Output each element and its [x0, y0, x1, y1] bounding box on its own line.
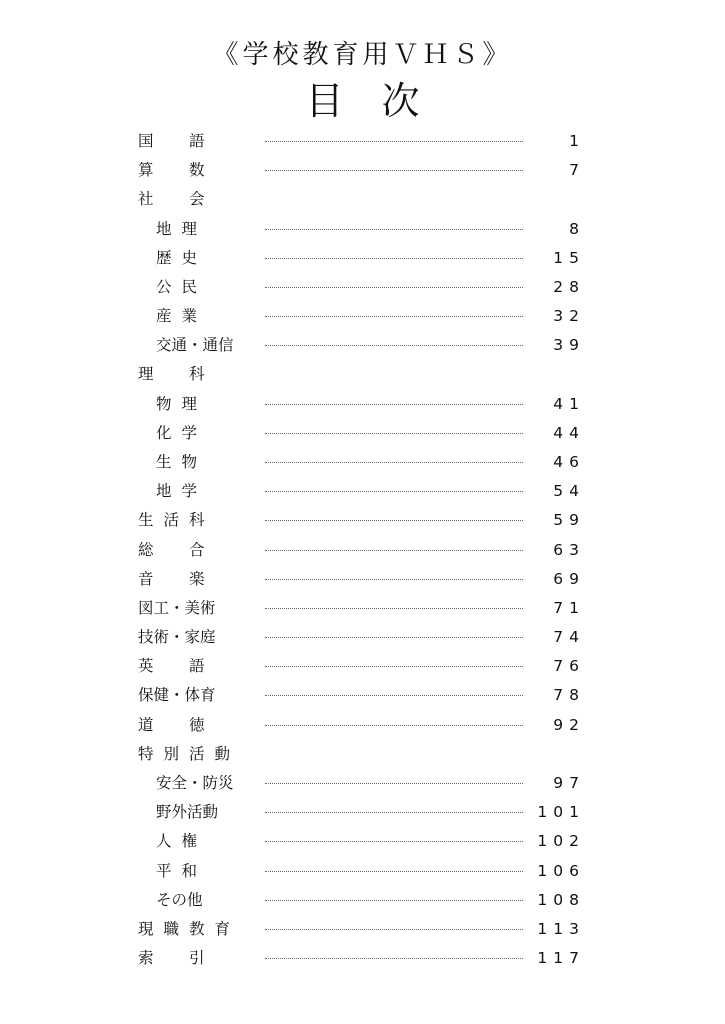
toc-entry-label: 総 合	[138, 540, 215, 559]
toc-entry-page: 97	[553, 773, 585, 792]
toc-entry	[0, 302, 725, 331]
toc-entry	[0, 623, 725, 652]
dotted-leader	[265, 812, 523, 813]
toc-entry	[0, 331, 725, 360]
toc-entry-page: 74	[553, 628, 585, 647]
toc-entry-label: 生活科	[138, 511, 215, 530]
toc-entry-label: 社 会	[138, 190, 215, 209]
toc-entry	[0, 857, 725, 886]
toc-entry-label: 英 語	[138, 657, 215, 676]
toc-entry-label: 地学	[156, 482, 208, 501]
toc-entry-page: 8	[569, 219, 585, 238]
toc-entry	[0, 506, 725, 535]
toc-entry	[0, 827, 725, 856]
toc-entry-page: 101	[537, 803, 585, 822]
toc-entry-label: 図工・美術	[138, 598, 216, 617]
dotted-leader	[265, 900, 523, 901]
toc-entry	[0, 769, 725, 798]
toc-entry-label: 地理	[156, 219, 208, 238]
dotted-leader	[265, 520, 523, 521]
dotted-leader	[265, 229, 523, 230]
toc-entry	[0, 798, 725, 827]
dotted-leader	[265, 841, 523, 842]
toc-entry	[0, 185, 725, 214]
dotted-leader	[265, 345, 523, 346]
toc-entry-page: 102	[537, 832, 585, 851]
toc-entry-label: 音 楽	[138, 569, 215, 588]
toc-entry	[0, 215, 725, 244]
toc-entry	[0, 594, 725, 623]
toc-entry-page: 44	[553, 423, 585, 442]
toc-entry-page: 106	[537, 861, 585, 880]
toc-entry-label: 人権	[156, 832, 208, 851]
toc-entry-page: 7	[569, 161, 585, 180]
toc-entry	[0, 360, 725, 389]
toc-entry-page: 59	[553, 511, 585, 530]
toc-entry-label: 歴史	[156, 248, 208, 267]
toc-entry	[0, 711, 725, 740]
dotted-leader	[265, 258, 523, 259]
toc-entry-label: 索 引	[138, 949, 215, 968]
dotted-leader	[265, 491, 523, 492]
dotted-leader	[265, 287, 523, 288]
toc-entry-page: 32	[553, 307, 585, 326]
page-title: 目 次	[305, 79, 420, 123]
dotted-leader	[265, 958, 523, 959]
toc-entry-label: 算 数	[138, 161, 215, 180]
dotted-leader	[265, 462, 523, 463]
dotted-leader	[265, 666, 523, 667]
toc-entry-page: 28	[553, 277, 585, 296]
dotted-leader	[265, 871, 523, 872]
dotted-leader	[265, 579, 523, 580]
dotted-leader	[265, 550, 523, 551]
toc-entry	[0, 156, 725, 185]
toc-entry-label: 交通・通信	[156, 336, 234, 355]
toc-entry	[0, 681, 725, 710]
toc-entry-label: 公民	[156, 277, 208, 296]
dotted-leader	[265, 608, 523, 609]
dotted-leader	[265, 695, 523, 696]
dotted-leader	[265, 929, 523, 930]
toc-entry-page: 46	[553, 452, 585, 471]
toc-entry	[0, 944, 725, 973]
dotted-leader	[265, 141, 523, 142]
toc-entry	[0, 536, 725, 565]
dotted-leader	[265, 725, 523, 726]
toc-entry	[0, 565, 725, 594]
toc-entry	[0, 652, 725, 681]
dotted-leader	[265, 404, 523, 405]
toc-entry	[0, 886, 725, 915]
toc-entry-page: 69	[553, 569, 585, 588]
toc-entry-label: 現職教育	[138, 919, 241, 938]
toc-entry-page: 15	[553, 248, 585, 267]
toc-entry-label: 安全・防災	[156, 773, 234, 792]
toc-entry-page: 71	[553, 598, 585, 617]
toc-entry-page: 113	[537, 919, 585, 938]
toc-entry	[0, 477, 725, 506]
toc-entry-label: 保健・体育	[138, 686, 216, 705]
toc-entry-label: 技術・家庭	[138, 628, 216, 647]
toc-entry-label: 平和	[156, 861, 208, 880]
toc-entry-label: その他	[156, 890, 203, 909]
toc-entry-page: 54	[553, 482, 585, 501]
toc-entry-label: 化学	[156, 423, 208, 442]
dotted-leader	[265, 433, 523, 434]
toc-entry-page: 78	[553, 686, 585, 705]
toc-entry	[0, 244, 725, 273]
toc-entry-page: 108	[537, 890, 585, 909]
toc-entry-label: 道 徳	[138, 715, 215, 734]
toc-entry	[0, 390, 725, 419]
toc-entry-page: 76	[553, 657, 585, 676]
toc-entry-label: 野外活動	[156, 803, 219, 822]
toc-entry-page: 117	[537, 949, 585, 968]
toc-entry-label: 産業	[156, 307, 208, 326]
dotted-leader	[265, 170, 523, 171]
toc-entry	[0, 448, 725, 477]
dotted-leader	[265, 783, 523, 784]
toc-entry-page: 63	[553, 540, 585, 559]
toc-entry-page: 92	[553, 715, 585, 734]
toc-entry	[0, 915, 725, 944]
toc-entry-label: 物理	[156, 394, 208, 413]
dotted-leader	[265, 637, 523, 638]
toc-entry-label: 国 語	[138, 132, 215, 150]
toc-entry-label: 生物	[156, 452, 208, 471]
toc-entry	[0, 740, 725, 769]
document-subtitle: 《学校教育用ＶＨＳ》	[212, 40, 513, 70]
toc-entry-page: 1	[569, 132, 585, 150]
dotted-leader	[265, 316, 523, 317]
toc-entry-label: 特別活動	[138, 744, 241, 763]
toc-entry-label: 理 科	[138, 365, 215, 384]
toc-entry	[0, 419, 725, 448]
toc-entry	[0, 127, 725, 156]
toc-entry-page: 41	[553, 394, 585, 413]
toc-entry-page: 39	[553, 336, 585, 355]
toc-entry	[0, 273, 725, 302]
